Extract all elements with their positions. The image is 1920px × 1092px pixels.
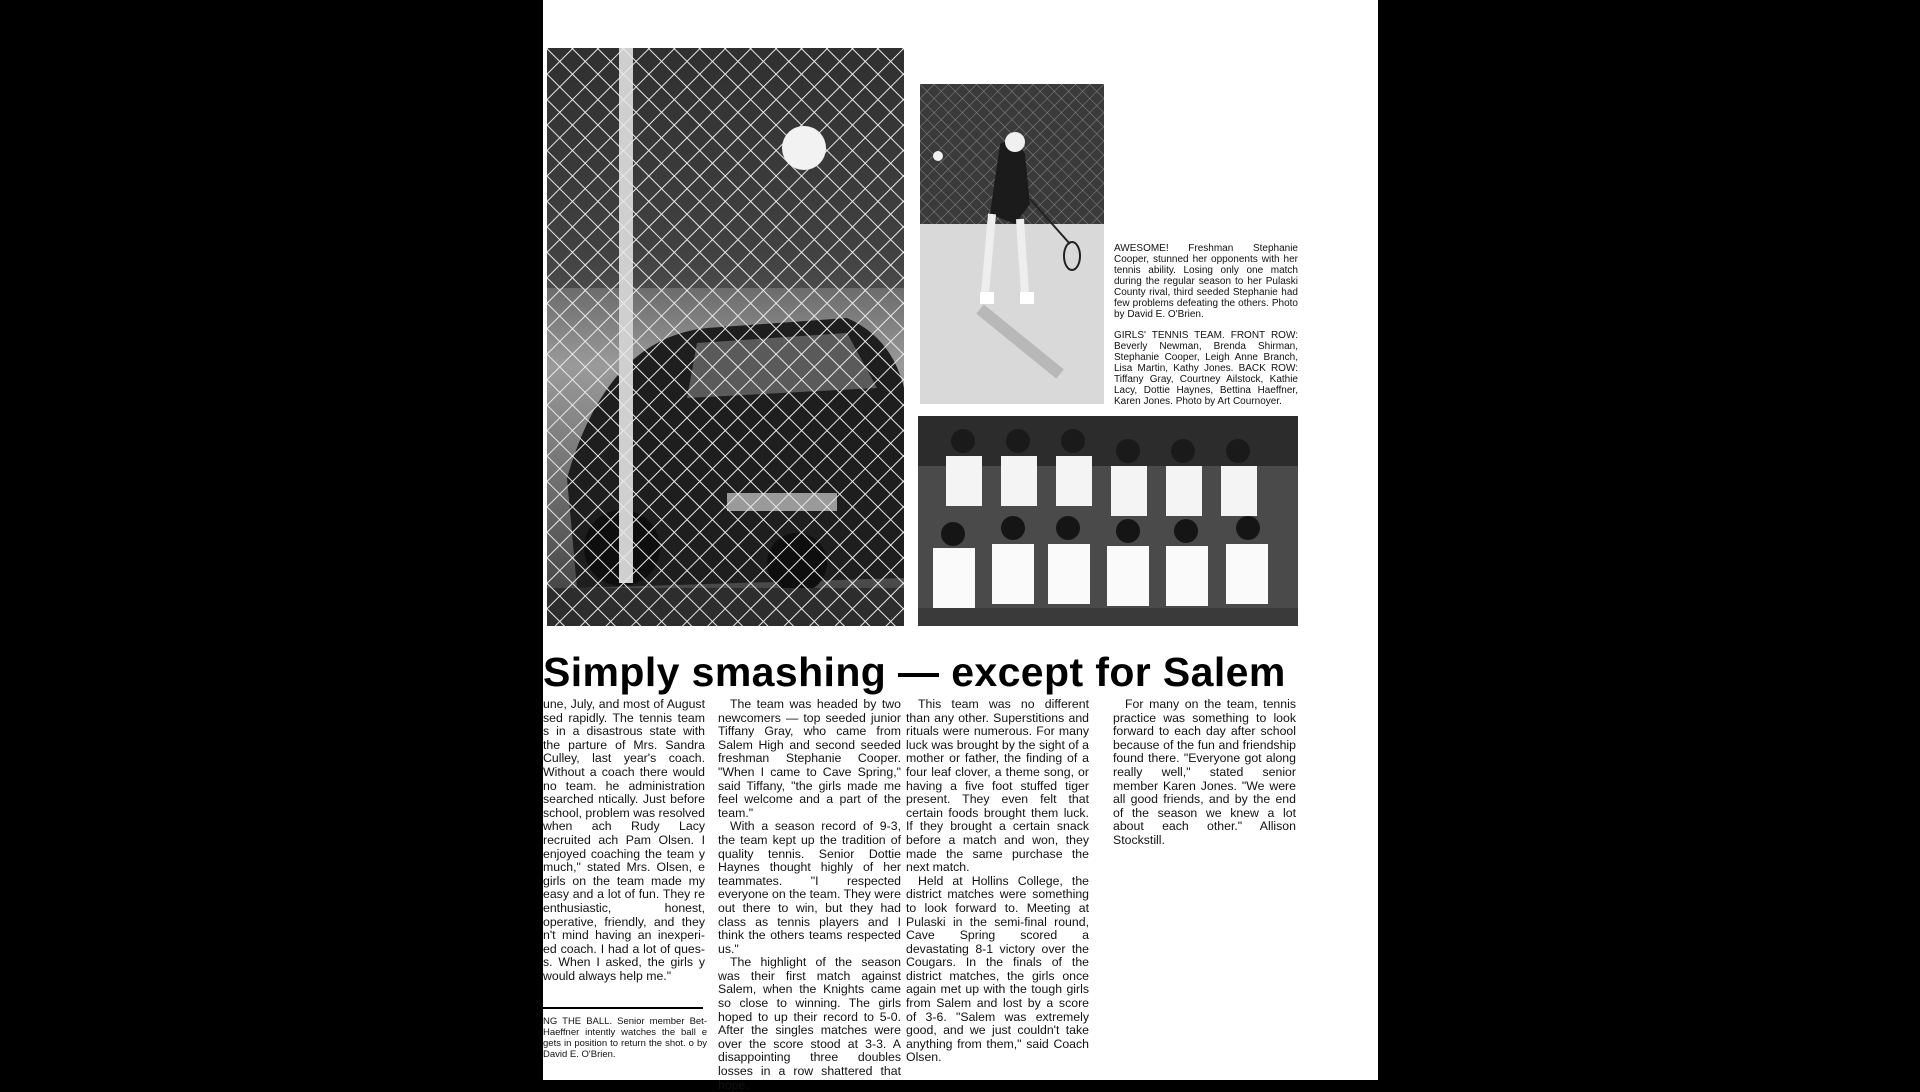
body-column-1 — [543, 698, 705, 983]
team-caption: GIRLS' TENNIS TEAM. FRONT ROW: Beverly Newman, Brenda Shirman, Stephanie Cooper, Leigh Anne Branch, Lisa Martin, Kathy Jones. BACK ROW: Tiffany Gray, Courtney Ailstock, Kathie Lacy, Dottie Haynes, Bettina Haeffner, Karen Jones. Photo by Art Cournoyer. — [1114, 330, 1298, 407]
fence-photo-image — [547, 48, 904, 626]
headline: Simply smashing — except for Salem — [543, 649, 1286, 695]
fence-photo — [547, 48, 904, 626]
player-photo-image — [920, 84, 1104, 404]
body-column-2-paragraph-1: The team was headed by two newcomers — top seeded junior Tiffany Gray, who came from Salem High and second seeded freshman Stephanie Cooper. "When I came to Cave Spring," said Tiffany, "the girls made me feel welcome and a part of the team." — [718, 697, 901, 820]
body-column-3 — [906, 698, 1089, 1065]
body-column-4-paragraph-1: For many on the team, tennis practice was something to look forward to each day after school because of the fun and friendship found there. "Everyone got along really well," stated senior member Karen Jones. "We were all good friends, and by the end of the season we knew a lot about each other." Allison Stockstill. — [1113, 697, 1296, 847]
body-column-4 — [1113, 698, 1296, 848]
body-column-3-paragraph-2: Held at Hollins College, the district matches were something to look forward to. Meeting at Pulaski in the semi-final round, Cave Spring scored a devastating 8-1 victory over the Cougars. In the finals of the district matches, the girls once again met up with the tough girls from Salem and lost by a score of 3-6. "Salem was extremely good, and we just couldn't take anything from them," said Coach Olsen. — [906, 873, 1089, 1065]
awesome-caption: AWESOME! Freshman Stephanie Cooper, stunned her opponents with her tennis ability. Losing only one match during the regular season to her Pulaski County rival, third seeded Stephanie had few problems defeating the others. Photo by David E. O'Brien. — [1114, 243, 1298, 320]
yearbook-page — [543, 0, 1378, 1092]
team-photo-image — [918, 416, 1298, 626]
fence-photo-caption: NG THE BALL. Senior member Bet- Haeffner intently watches the ball e gets in position to return the shot. o by David E. O'Brien. — [543, 1016, 707, 1060]
body-column-3-paragraph-1: This team was no different than any other. Superstitions and rituals were numerous. For many luck was brought by the sight of a mother or father, the finding of a four leaf clover, a theme song, or having a five foot stuffed tiger present. They even felt that certain foods brought them luck. If they brought a certain snack before a match and won, they made the same purchase the next match. — [906, 697, 1089, 875]
body-column-2 — [718, 698, 901, 1092]
body-column-2-paragraph-2: With a season record of 9-3, the team kept up the tradition of quality tennis. Senior Dottie Haynes thought highly of her teammates. "I respected everyone on the team. They were out there to win, but they had class as tennis players and I think the others teams respected us." — [718, 819, 901, 956]
body-column-1-text: une, July, and most of August sed rapidly. The tennis team s in a disastrous state with the parture of Mrs. Sandra Culley, last year's coach. Without a coach there would no team. he administration searched ntically. Just before school, problem was resolved when ach Rudy Lacy recruited ach Pam Olsen. I enjoyed coaching the team y much," stated Mrs. Olsen, e girls on the team made my easy and a lot of fun. They re enthusiastic, honest, operative, friendly, and they n't mind having an inexperi- ed coach. I had a lot of ques- s. When I asked, the girls y would always help me." — [543, 697, 705, 983]
caption-divider — [543, 1007, 703, 1009]
team-photo — [918, 416, 1298, 626]
player-photo — [920, 84, 1104, 404]
body-column-2-paragraph-3: The highlight of the season was their first match against Salem, when the Knights came so close to winning. The girls hoped to up their record to 5-0. After the singles matches were over the score stood at 3-3. A disappointing three doubles losses in a row shattered that hope. — [718, 955, 901, 1092]
